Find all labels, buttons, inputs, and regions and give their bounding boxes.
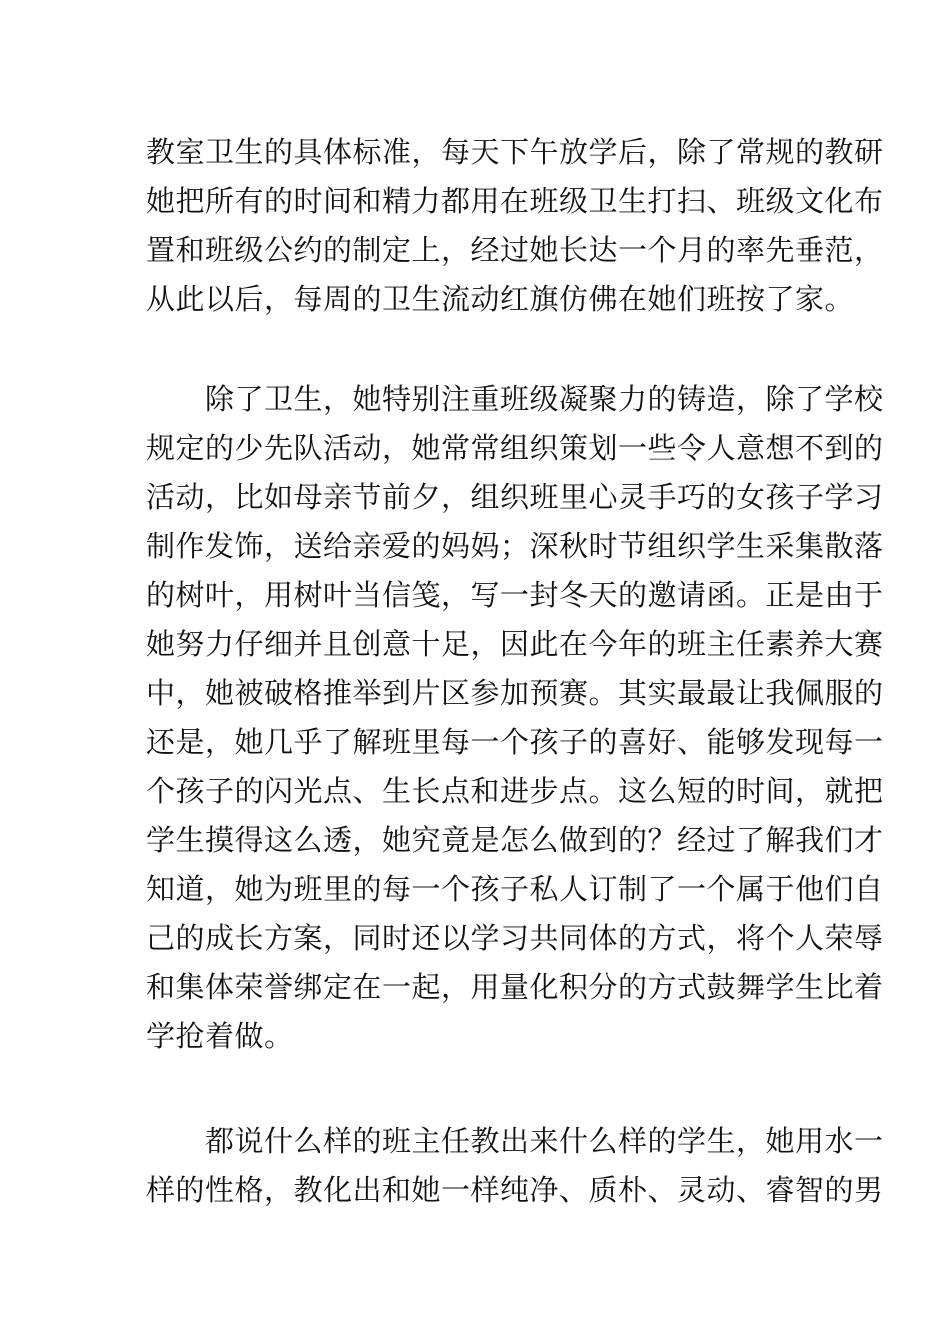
text-line: 中，她被破格推举到片区参加预赛。其实最最让我佩服的 [146,676,884,710]
paragraph-3 [146,1117,884,1215]
paragraph-1 [146,128,884,324]
text-line: 还是，她几乎了解班里每一个孩子的喜好、能够发现每一 [146,725,884,759]
text-line: 她努力仔细并且创意十足，因此在今年的班主任素养大赛 [146,627,884,661]
text-line: 除了卫生，她特别注重班级凝聚力的铸造，除了学校 [146,382,884,416]
text-line: 的树叶，用树叶当信笺，写一封冬天的邀请函。正是由于 [146,578,884,612]
text-line: 和集体荣誉绑定在一起，用量化积分的方式鼓舞学生比着 [146,970,884,1004]
text-line: 个孩子的闪光点、生长点和进步点。这么短的时间，就把 [146,774,884,808]
text-line: 样的性格，教化出和她一样纯净、质朴、灵动、睿智的男 [146,1173,884,1207]
text-line: 知道，她为班里的每一个孩子私人订制了一个属于他们自 [146,872,884,906]
text-line: 学抢着做。 [146,1019,294,1053]
text-line: 制作发饰，送给亲爱的妈妈；深秋时节组织学生采集散落 [146,529,884,563]
text-line: 学生摸得这么透，她究竟是怎么做到的？经过了解我们才 [146,823,884,857]
text-line: 教室卫生的具体标准，每天下午放学后，除了常规的教研 [146,135,884,169]
text-line: 规定的少先队活动，她常常组织策划一些令人意想不到的 [146,431,884,465]
paragraph-2 [146,375,884,1061]
text-line: 活动，比如母亲节前夕，组织班里心灵手巧的女孩子学习 [146,480,884,514]
text-line: 从此以后，每周的卫生流动红旗仿佛在她们班按了家。 [146,282,855,316]
text-line: 都说什么样的班主任教出来什么样的学生，她用水一 [146,1124,884,1158]
text-line: 她把所有的时间和精力都用在班级卫生打扫、班级文化布 [146,184,884,218]
text-line: 己的成长方案，同时还以学习共同体的方式，将个人荣辱 [146,921,884,955]
text-line: 置和班级公约的制定上，经过她长达一个月的率先垂范， [146,233,884,267]
